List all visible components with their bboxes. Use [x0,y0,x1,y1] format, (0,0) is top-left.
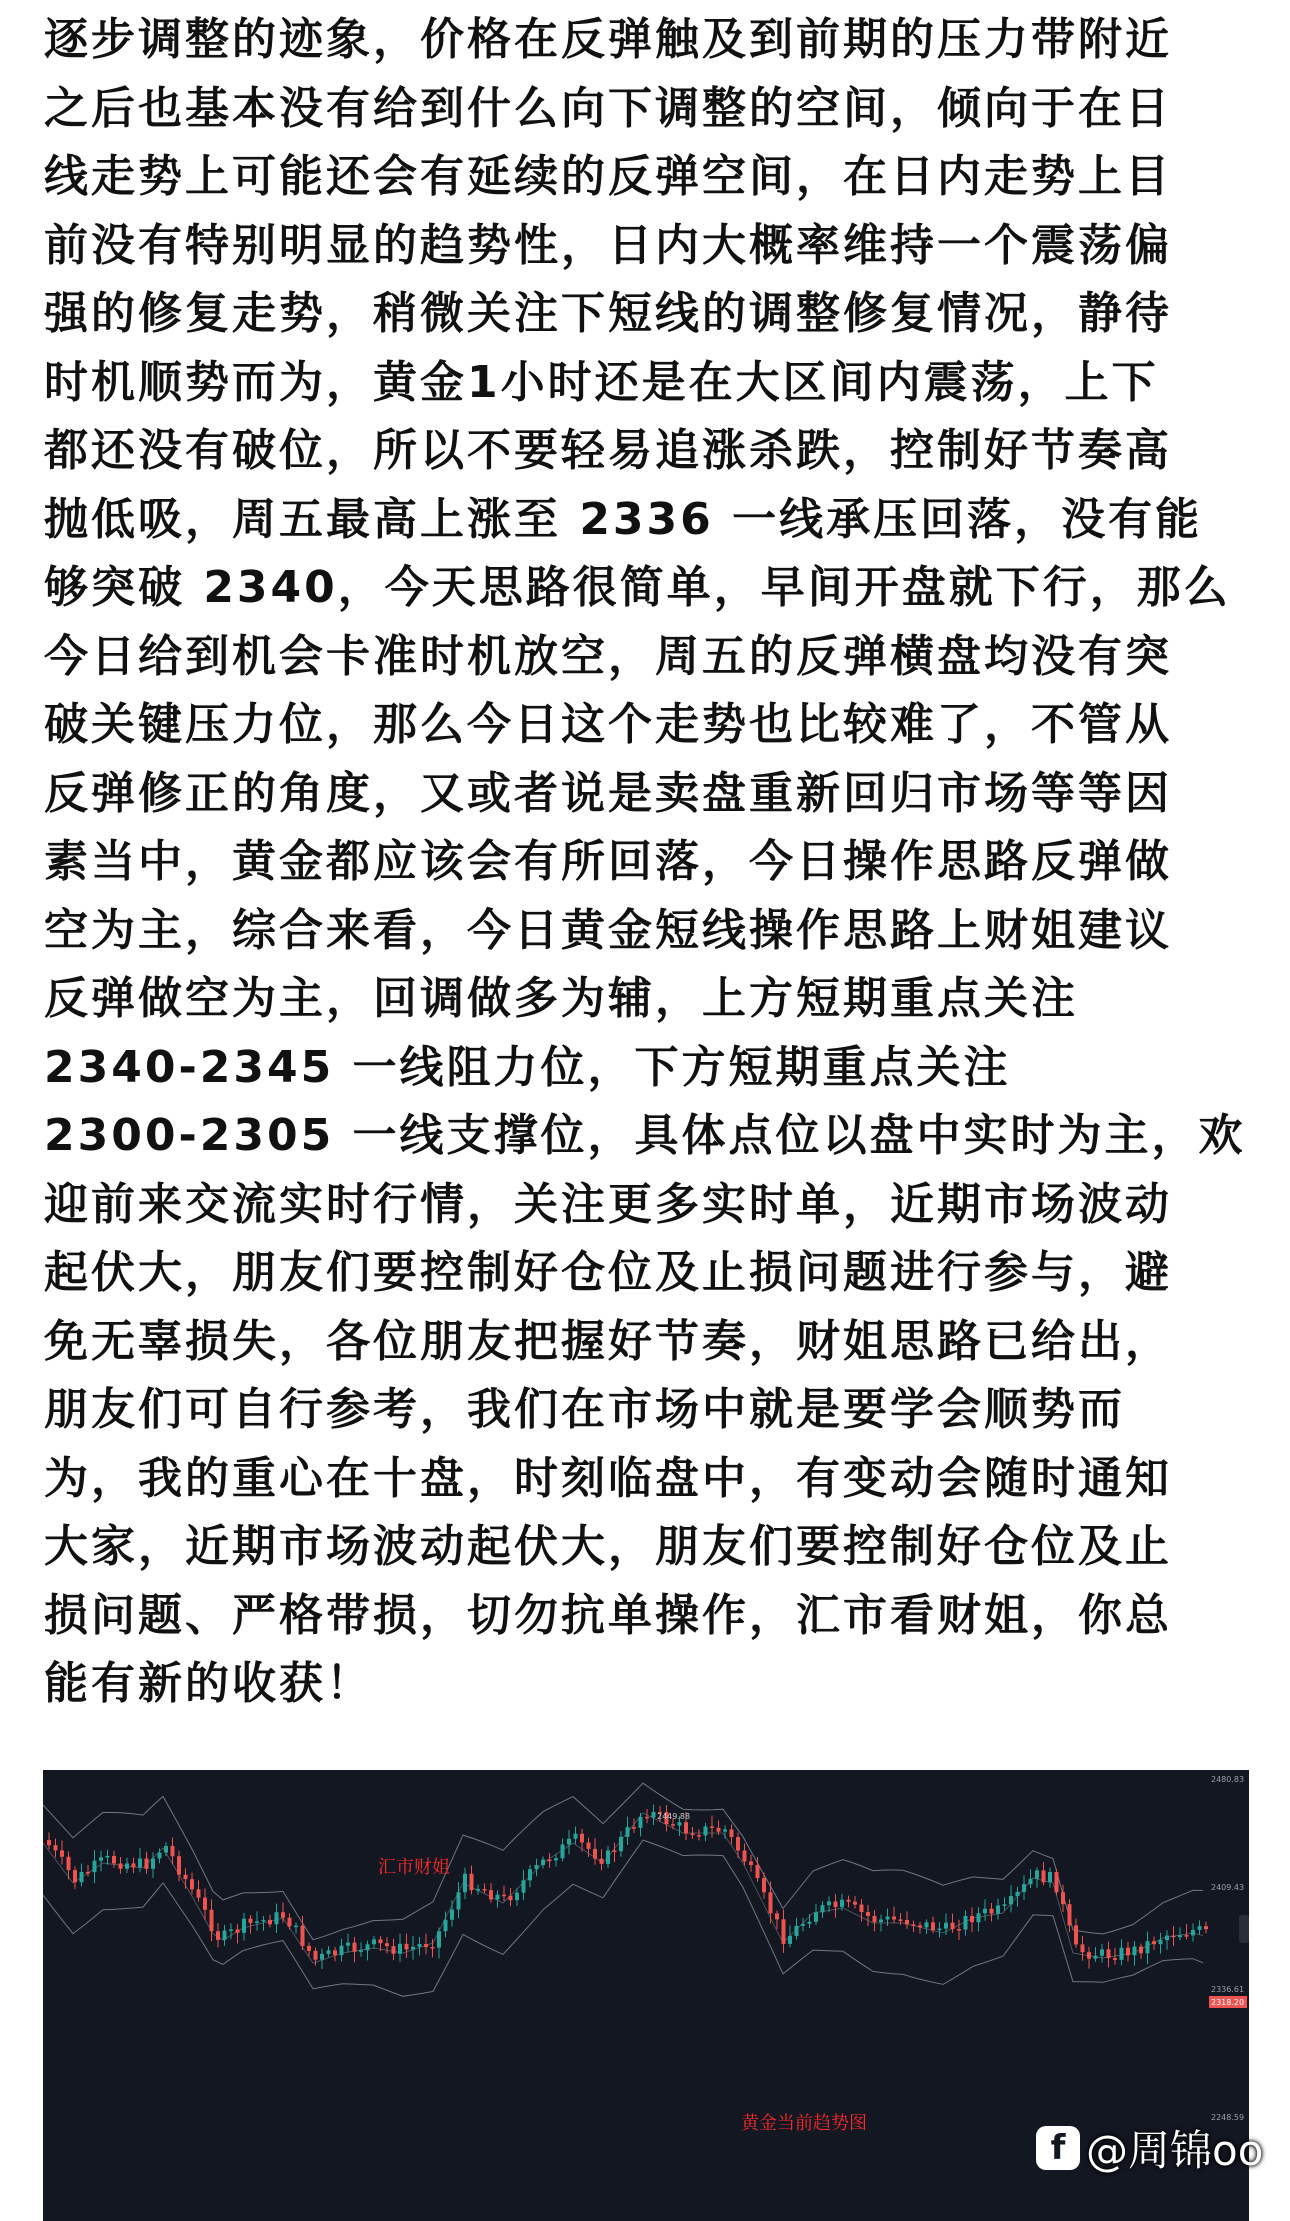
candle-body [216,1931,220,1940]
candle-body [242,1919,246,1933]
candle-body [977,1913,981,1922]
candle-body [600,1859,604,1864]
article-line: 强的修复走势，稍微关注下短线的调整修复情况，静待 [44,288,1172,339]
candle-body [197,1889,201,1897]
candle-body [496,1895,500,1900]
candle-body [619,1837,623,1851]
candle-body [268,1920,272,1924]
candle-body [177,1856,181,1874]
candle-body [886,1917,890,1920]
candle-body [138,1858,142,1867]
candle-body [944,1923,948,1929]
candle-body [840,1900,844,1907]
candle-body [704,1826,708,1835]
article-line: 破关键压力位，那么今日这个走势也比较难了，不管从 [44,699,1172,750]
candle-body [827,1901,831,1905]
candle-body [1061,1892,1065,1904]
candle-body [853,1902,857,1905]
candle-body [801,1924,805,1926]
candle-body [860,1905,864,1912]
candle-body [249,1919,253,1923]
author-handle: @周锦oo [1086,2126,1264,2175]
candle-body [567,1839,571,1845]
candle-body [346,1943,350,1946]
candle-body [1068,1904,1072,1925]
candle-body [1191,1930,1195,1936]
candle-body [866,1912,870,1916]
candle-body [73,1870,77,1882]
candle-body [307,1946,311,1951]
candle-body [632,1827,636,1829]
candle-body [736,1837,740,1850]
f-logo-icon: f [1036,2126,1080,2170]
candle-body [171,1846,175,1856]
article-line: 够突破 2340，今天思路很简单，早间开盘就下行，那么 [44,562,1231,613]
article-line: 都还没有破位，所以不要轻易追涨杀跌，控制好节奏高 [44,425,1172,476]
candle-body [587,1842,591,1848]
candle-body [645,1817,649,1819]
candle-body [86,1872,90,1874]
candle-body [1113,1958,1117,1960]
candle-body [626,1827,630,1837]
candle-body [210,1910,214,1931]
candle-body [697,1835,701,1837]
current-price-label: 2318.20 [1211,1998,1245,2007]
price-scale-label: 2480.83 [1211,1775,1245,1784]
article-line: 2340-2345 一线阻力位，下方短期重点关注 [44,1041,1011,1093]
article-line: 反弹做空为主，回调做多为辅，上方短期重点关注 [44,973,1078,1024]
chart-caption: 黄金当前趋势图 [741,2113,867,2134]
candle-body [93,1861,97,1872]
candle-body [1139,1947,1143,1954]
candle-body [411,1947,415,1950]
chart-watermark-text: 汇市财姐 [378,1857,450,1878]
price-scale-label: 2409.43 [1211,1883,1245,1892]
candle-body [554,1858,558,1860]
candle-body [879,1920,883,1923]
candle-body [548,1860,552,1862]
bollinger-band-line [43,1783,1203,1940]
candle-body [463,1874,467,1892]
candle-body [847,1900,851,1902]
candle-body [580,1834,584,1843]
candle-body [1126,1948,1130,1956]
peak-price-label: 2449.88 [657,1812,691,1821]
candle-body [106,1856,110,1858]
candle-body [60,1850,64,1856]
candle-body [158,1853,162,1859]
candle-body [613,1850,617,1852]
candle-body [964,1916,968,1930]
candle-body [145,1858,149,1868]
candle-body [710,1826,714,1828]
candle-body [275,1912,279,1924]
candle-body [821,1905,825,1912]
candle-body [528,1869,532,1880]
candle-body [970,1916,974,1922]
candle-body [385,1943,389,1946]
candle-body [931,1922,935,1930]
candle-body [957,1929,961,1931]
candle-body [164,1846,168,1853]
candle-body [1081,1944,1085,1952]
article-line: 抛低吸，周五最高上涨至 2336 一线承压回落，没有能 [44,493,1203,545]
candle-body [892,1917,896,1920]
candle-body [67,1857,71,1870]
candle-body [1035,1870,1039,1878]
candle-body [1146,1941,1150,1953]
candle-body [333,1950,337,1955]
candle-body [281,1912,285,1917]
candle-body [262,1920,266,1922]
article-line: 免无辜损失，各位朋友把握好节奏，财姐思路已给出， [44,1315,1172,1367]
price-scale-label: 2336.61 [1211,1985,1245,1994]
candle-body [184,1875,188,1879]
candle-body [99,1857,103,1860]
candle-body [1074,1925,1078,1944]
candle-body [541,1860,545,1865]
candle-body [288,1918,292,1927]
candle-body [522,1880,526,1892]
candle-body [769,1892,773,1913]
candle-body [1133,1947,1137,1956]
article-line: 大家，近期市场波动起伏大，朋友们要控制好仓位及止 [44,1521,1172,1572]
article-line: 素当中，黄金都应该会有所回落，今日操作思路反弹做 [44,836,1172,887]
candle-body [905,1920,909,1924]
article-line: 朋友们可自行参考，我们在市场中就是要学会顺势而 [44,1384,1125,1435]
candle-body [808,1922,812,1924]
candle-body [925,1922,929,1927]
candle-body [1016,1892,1020,1896]
candle-body [437,1931,441,1948]
candle-body [691,1834,695,1836]
candle-body [1055,1872,1059,1892]
article-line: 起伏大，朋友们要控制好仓位及止损问题进行参与，避 [44,1247,1172,1298]
candle-body [190,1879,194,1889]
candle-body [1204,1926,1208,1929]
candle-body [652,1812,656,1818]
candle-body [327,1950,331,1953]
candle-body [990,1909,994,1914]
candle-body [795,1926,799,1936]
scroll-handle[interactable] [1239,1915,1249,1943]
candle-body [255,1921,259,1923]
candle-body [593,1849,597,1859]
article-line: 前没有特别明显的趋势性，日内大概率维持一个震荡偏 [44,219,1172,271]
candle-body [912,1924,916,1926]
candle-body [749,1862,753,1865]
candle-body [223,1931,227,1940]
candle-body [782,1919,786,1944]
candle-body [320,1954,324,1960]
article-line: 今日给到机会卡准时机放空，周五的反弹横盘均没有突 [44,630,1172,682]
candle-body [470,1874,474,1890]
candle-body [372,1939,376,1944]
candle-body [1029,1879,1033,1884]
candle-body [1094,1956,1098,1959]
candle-body [450,1910,454,1920]
article-line: 迎前来交流实时行情，关注更多实时单，近期市场波动 [44,1178,1172,1230]
candle-body [723,1829,727,1831]
candle-body [203,1898,207,1910]
candle-body [606,1850,610,1863]
candle-body [775,1913,779,1919]
candle-body [1159,1940,1163,1944]
candle-body [1003,1904,1007,1906]
article-line: 空为主，综合来看，今日黄金短线操作思路上财姐建议 [44,904,1172,956]
candle-body [301,1926,305,1946]
candle-body [483,1889,487,1891]
candle-body [678,1822,682,1825]
candle-body [509,1896,513,1900]
candle-body [1198,1926,1202,1930]
candle-body [457,1892,461,1909]
candle-body [444,1920,448,1931]
candle-body [1172,1936,1176,1938]
author-watermark [1036,2118,1263,2178]
candle-body [418,1944,422,1947]
candle-body [899,1919,903,1921]
candle-body [1009,1896,1013,1904]
candle-body [392,1946,396,1954]
candle-body [788,1936,792,1944]
candle-body [1022,1884,1026,1892]
candle-body [515,1893,519,1901]
article-line: 能有新的收获！ [44,1658,373,1709]
candle-body [756,1865,760,1878]
candle-body [1042,1870,1046,1882]
candle-body [359,1950,363,1952]
candle-body [125,1863,129,1868]
candle-body [236,1929,240,1932]
candle-body [873,1916,877,1922]
article-line: 逐步调整的迹象，价格在反弹触及到前期的压力带附近 [44,14,1172,65]
candle-body [1185,1935,1189,1937]
candle-body [717,1828,721,1832]
bollinger-band-line [43,1840,1203,1996]
candle-body [112,1856,116,1864]
article-line: 反弹修正的角度，又或者说是卖盘重新回归市场等等因 [44,767,1172,819]
candle-body [938,1929,942,1931]
candle-body [502,1895,506,1897]
candle-body [1107,1949,1111,1958]
price-scale-label: 2248.59 [1211,2113,1245,2122]
candle-body [132,1863,136,1867]
candle-body [229,1929,233,1931]
candle-body [80,1872,84,1882]
candle-body [684,1822,688,1833]
candle-body [1048,1872,1052,1882]
candle-body [476,1889,480,1891]
candle-body [834,1901,838,1907]
candle-body [1152,1941,1156,1944]
candle-body [743,1850,747,1861]
candle-body [151,1858,155,1868]
candle-body [489,1890,493,1899]
candle-body [1120,1948,1124,1960]
candle-body [814,1912,818,1921]
candle-body [366,1944,370,1950]
candle-body [951,1923,955,1929]
article-body [44,6,1254,1719]
article-line: 2300-2305 一线支撑位，具体点位以盘中实时为主，欢 [44,1110,1246,1161]
candle-body [762,1878,766,1892]
candle-body [996,1905,1000,1913]
candle-body [1165,1936,1169,1941]
candle-body [340,1946,344,1955]
candle-body [431,1947,435,1949]
candle-body [398,1944,402,1954]
candle-body [405,1944,409,1950]
candle-body [1087,1952,1091,1958]
candle-body [730,1829,734,1837]
candle-body [574,1834,578,1839]
candle-body [983,1909,987,1914]
article-line: 损问题、严格带损，切勿抗单操作，汇市看财姐，你总 [44,1589,1172,1641]
candle-body [47,1840,51,1845]
candle-body [294,1926,298,1928]
article-line: 为，我的重心在十盘，时刻临盘中，有变动会随时通知 [44,1452,1172,1504]
candle-body [54,1845,58,1850]
candle-body [671,1824,675,1826]
article-line: 时机顺势而为，黄金1小时还是在大区间内震荡，上下 [44,356,1159,408]
candle-body [424,1944,428,1947]
candle-body [119,1864,123,1869]
candle-body [1178,1935,1182,1937]
candle-body [379,1939,383,1943]
candle-body [918,1925,922,1927]
candle-body [1100,1949,1104,1955]
candle-body [353,1943,357,1952]
candle-body [314,1951,318,1960]
candle-body [535,1865,539,1869]
candle-body [639,1817,643,1828]
article-line: 之后也基本没有给到什么向下调整的空间，倾向于在日 [44,82,1172,134]
candle-body [561,1844,565,1858]
middle-band-line [43,1813,1203,1963]
article-line: 线走势上可能还会有延续的反弹空间，在日内走势上目 [44,151,1172,202]
